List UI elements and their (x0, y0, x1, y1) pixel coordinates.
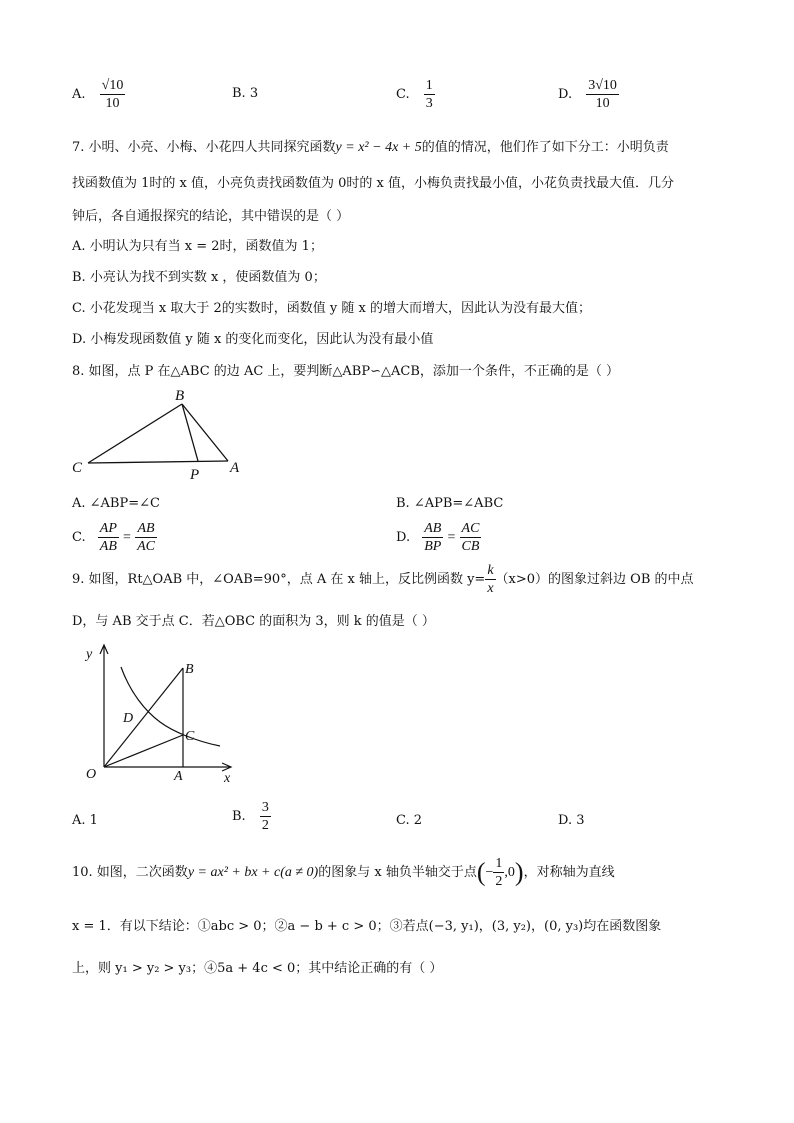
q9-label-y: y (86, 647, 93, 662)
q9-label-a: A (174, 769, 183, 784)
q9-label-d: D (123, 711, 134, 726)
q9-option-c: C. 2 (396, 813, 423, 828)
q9-graph-figure (70, 640, 250, 790)
q8-option-a: A. ∠ABP=∠C (72, 496, 160, 511)
q8-label-b: B (175, 388, 185, 404)
q8-label-p: P (190, 467, 200, 483)
q9-label-o: O (86, 767, 97, 782)
q6-option-a-fraction: $\frac{√10}{10}$ (101, 78, 124, 111)
q7-stem-line3: 钟后，各自通报探究的结论，其中错误的是（ ） (72, 209, 350, 224)
q10-stem-line1: 10. 如图，二次函数y = ax² + bx + c(a ≠ 0)的图象与 x 轴负半轴交于点(− $\frac{1}{2}$ ,0)，对称轴为直线 (72, 856, 615, 889)
q7-stem-line1: 7. 小明、小亮、小梅、小花四人共同探究函数y = x² − 4x + 5的值的情况，他们作了如下分工：小明负责 (72, 140, 669, 155)
q9-option-d: D. 3 (558, 813, 585, 828)
q6-option-c-fraction: $\frac{1}{3}$ (425, 78, 433, 111)
q6-option-c: C. $\frac{1}{3}$ (396, 78, 433, 111)
q6-option-a: A. $\frac{√10}{10}$ (72, 78, 124, 111)
q8-label-c: C (72, 460, 83, 476)
q6-option-d-fraction: $\frac{3√10}{10}$ (588, 78, 617, 111)
q9-stem-line1: 9. 如图，Rt△OAB 中，∠OAB=90°，点 A 在 x 轴上，反比例函数 y= $\frac{k}{x}$ （x>0）的图象过斜边 OB 的中点 (72, 563, 694, 596)
q7-stem-line2: 找函数值为 1时的 x 值，小亮负责找函数值为 0时的 x 值，小梅负责找最小值，小花负责找最大值．几分 (72, 176, 674, 191)
q8-label-a: A (230, 460, 240, 476)
q7-option-a: A. 小明认为只有当 x = 2时，函数值为 1； (72, 239, 323, 254)
q10-function: y = ax² + bx + c(a ≠ 0) (187, 865, 319, 880)
q7-option-c: C. 小花发现当 x 取大于 2的实数时，函数值 y 随 x 的增大而增大，因此认为没有最大值； (72, 301, 591, 316)
q9-label-x: x (224, 771, 231, 786)
q9-stem-line2: D，与 AB 交于点 C．若△OBC 的面积为 3，则 k 的值是（ ） (72, 614, 435, 629)
q9-k-over-x: $\frac{k}{x}$ (487, 563, 494, 596)
q7-option-d: D. 小梅发现函数值 y 随 x 的变化而变化，因此认为没有最小值 (72, 332, 434, 347)
q8-option-b: B. ∠APB=∠ABC (396, 496, 504, 511)
q8-option-c: C. $\frac{AP}{AB}$ = $\frac{AB}{AC}$ (72, 521, 155, 554)
q8-stem: 8. 如图，点 P 在△ABC 的边 AC 上，要判断△ABP∽△ACB，添加一个条件，不正确的是（ ） (72, 364, 620, 379)
q10-stem-line3: 上，则 y₁ > y₂ > y₃；④5a + 4c < 0；其中结论正确的有（ ） (72, 961, 443, 976)
q10-stem-line2: x = 1．有以下结论：①abc > 0；②a − b + c > 0；③若点(−3, y₁)，(3, y₂)，(0, y₃)均在函数图象 (72, 919, 662, 934)
q9-label-c: C (185, 729, 195, 744)
q6-option-b: B. 3 (232, 86, 259, 101)
q8-triangle-figure (60, 383, 260, 483)
q7-function: y = x² − 4x + 5 (335, 140, 422, 155)
q7-option-b: B. 小亮认为找不到实数 x ，使函数值为 0； (72, 270, 326, 285)
q9-option-a: A. 1 (72, 813, 98, 828)
q9-label-b: B (185, 662, 194, 677)
q8-option-d: D. $\frac{AB}{BP}$ = $\frac{AC}{CB}$ (396, 521, 480, 554)
q9-option-b: B. $\frac{3}{2}$ (232, 800, 269, 833)
q6-option-d: D. $\frac{3√10}{10}$ (558, 78, 617, 111)
